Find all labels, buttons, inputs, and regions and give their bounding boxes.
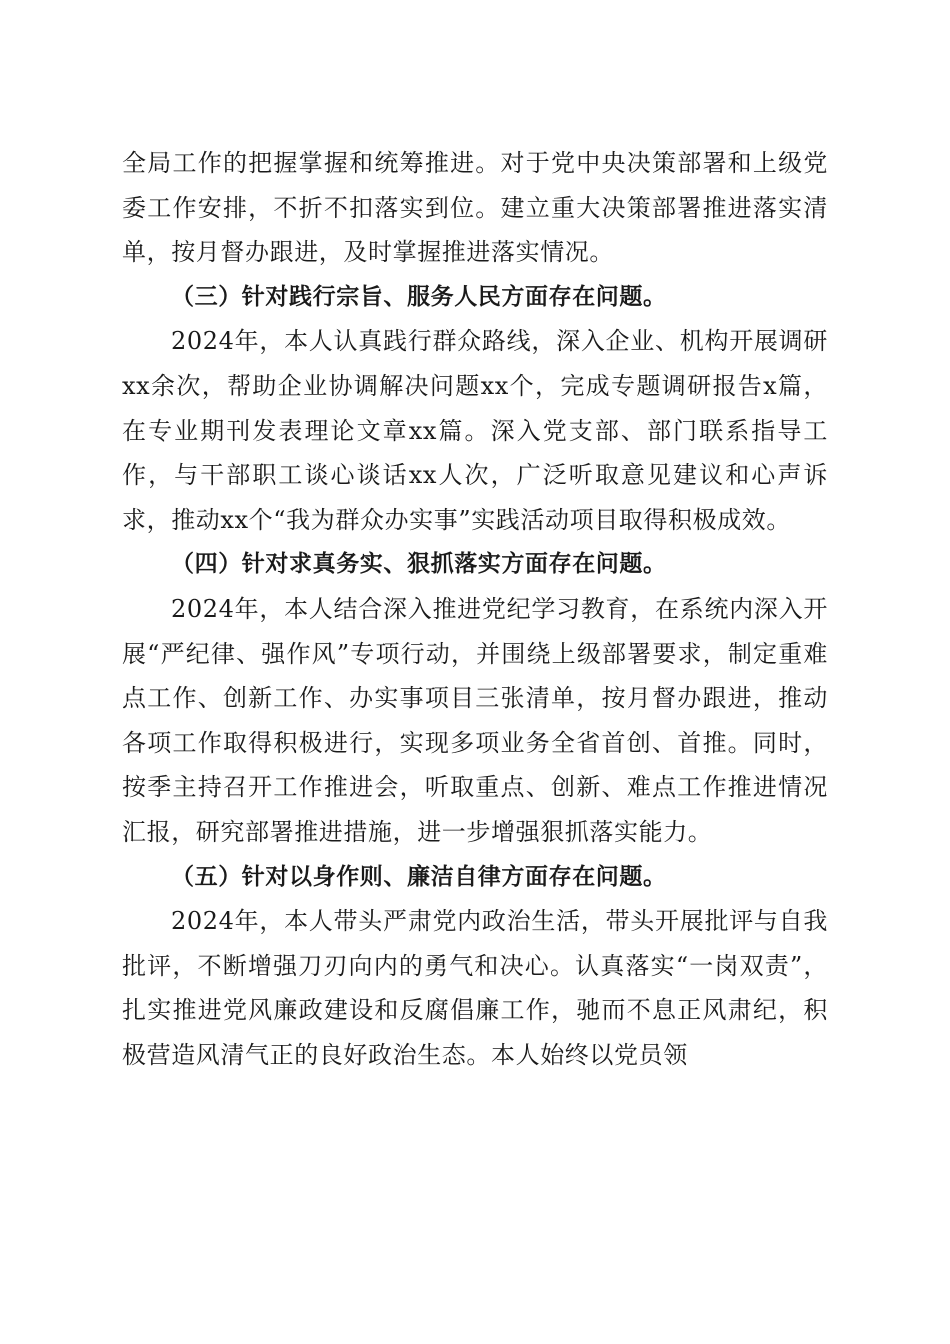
paragraph-section-3: 2024年，本人认真践行群众路线，深入企业、机构开展调研xx余次，帮助企业协调解决问题xx个，完成专题调研报告x篇，在专业期刊发表理论文章xx篇。深入党支部、部门联系指导工作，与干部职工谈心谈话xx人次，广泛听取意见建议和心声诉求，推动xx个“我为群众办实事”实践活动项目取得积极成效。 xyxy=(122,327,828,534)
paragraph-section-5: 2024年，本人带头严肃党内政治生活，带头开展批评与自我批评，不断增强刀刃向内的勇气和决心。认真落实“一岗双责”，扎实推进党风廉政建设和反腐倡廉工作，驰而不息正风肃纪，积极营造风清气正的良好政治生态。本人始终以党员领 xyxy=(122,907,828,1069)
paragraph-section-4: 2024年，本人结合深入推进党纪学习教育，在系统内深入开展“严纪律、强作风”专项行动，并围绕上级部署要求，制定重难点工作、创新工作、办实事项目三张清单，按月督办跟进，推动各项工作取得积极进行，实现多项业务全省首创、首推。同时，按季主持召开工作推进会，听取重点、创新、难点工作推进情况汇报，研究部署推进措施，进一步增强狠抓落实能力。 xyxy=(122,594,828,846)
section-heading-3: （三）针对践行宗旨、服务人民方面存在问题。 xyxy=(171,283,667,310)
paragraph-continuation: 全局工作的把握掌握和统筹推进。对于党中央决策部署和上级党委工作安排，不折不扣落实到位。建立重大决策部署推进落实清单，按月督办跟进，及时掌握推进落实情况。 xyxy=(122,149,828,267)
document-body xyxy=(122,141,828,1077)
section-heading-4: （四）针对求真务实、狠抓落实方面存在问题。 xyxy=(171,551,667,578)
section-heading-5: （五）针对以身作则、廉洁自律方面存在问题。 xyxy=(171,863,667,890)
